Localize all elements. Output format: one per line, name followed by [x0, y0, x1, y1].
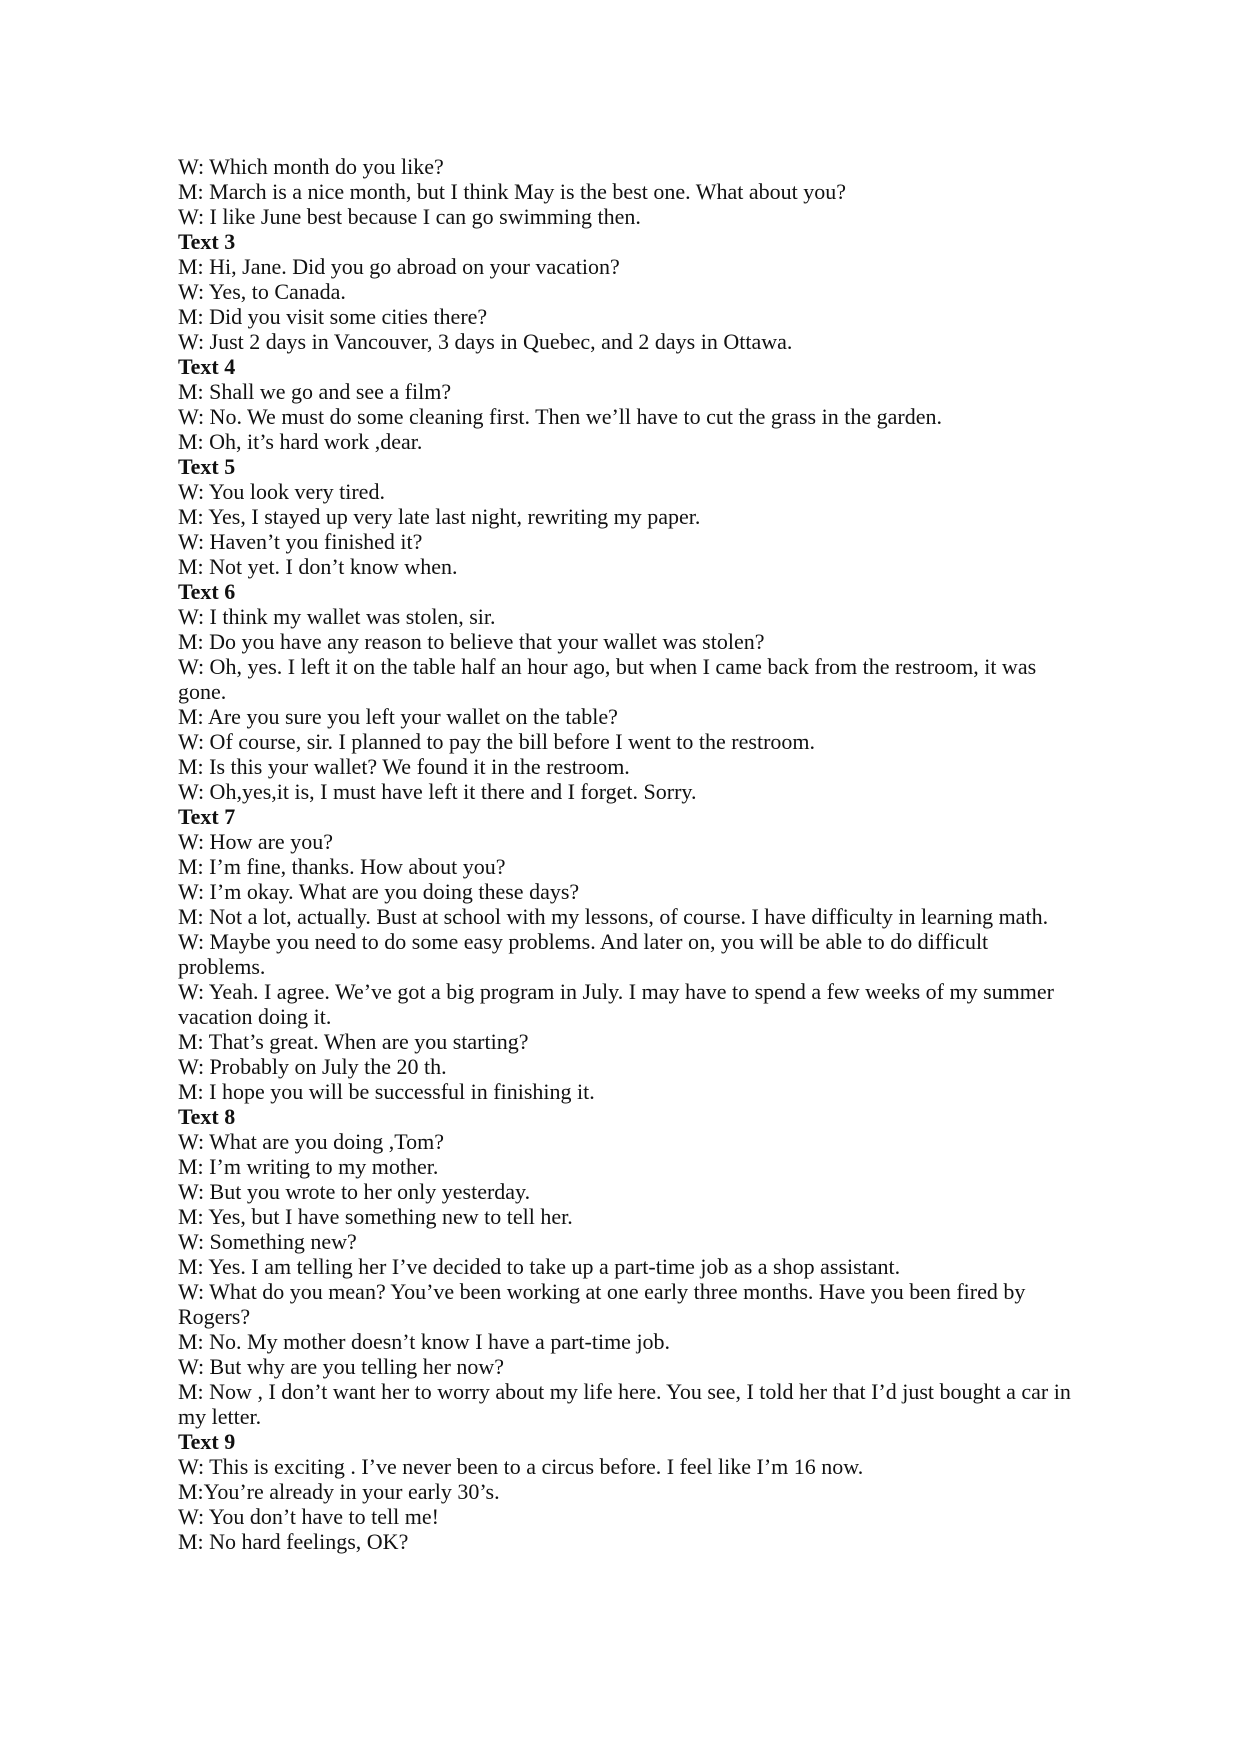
dialogue-line: M: I’m writing to my mother.	[178, 1154, 439, 1179]
dialogue-line: W: You look very tired.	[178, 479, 385, 504]
dialogue-line: M: No hard feelings, OK?	[178, 1529, 409, 1554]
dialogue-line: W: You don’t have to tell me!	[178, 1504, 439, 1529]
dialogue-line: M: Did you visit some cities there?	[178, 304, 488, 329]
dialogue-line: W: Something new?	[178, 1229, 357, 1254]
dialogue-line: W: But why are you telling her now?	[178, 1354, 505, 1379]
document-page	[178, 154, 1078, 1554]
dialogue-line: M: No. My mother doesn’t know I have a part-time job.	[178, 1329, 671, 1354]
dialogue-line: M: Do you have any reason to believe that your wallet was stolen?	[178, 629, 765, 654]
dialogue-line: W: Probably on July the 20 th.	[178, 1054, 447, 1079]
section-heading: Text 9	[178, 1429, 236, 1454]
section-heading: Text 4	[178, 354, 236, 379]
dialogue-line: M: Is this your wallet? We found it in the restroom.	[178, 754, 630, 779]
dialogue-line: M: That’s great. When are you starting?	[178, 1029, 529, 1054]
dialogue-line: W: I think my wallet was stolen, sir.	[178, 604, 496, 629]
dialogue-line: W: What do you mean? You’ve been working at one early three months. Have you been fired by Rogers?	[178, 1279, 1026, 1329]
dialogue-line: W: This is exciting . I’ve never been to a circus before. I feel like I’m 16 now.	[178, 1454, 864, 1479]
dialogue-line: M: Are you sure you left your wallet on the table?	[178, 704, 618, 729]
dialogue-line: M:You’re already in your early 30’s.	[178, 1479, 500, 1504]
dialogue-line: M: March is a nice month, but I think May is the best one. What about you?	[178, 179, 847, 204]
dialogue-line: W: Maybe you need to do some easy problems. And later on, you will be able to do difficult problems.	[178, 929, 989, 979]
dialogue-line: M: Now , I don’t want her to worry about my life here. You see, I told her that I’d just bought a car in my letter.	[178, 1379, 1071, 1429]
dialogue-line: M: Hi, Jane. Did you go abroad on your vacation?	[178, 254, 620, 279]
dialogue-line: M: Not yet. I don’t know when.	[178, 554, 458, 579]
dialogue-line: M: I’m fine, thanks. How about you?	[178, 854, 506, 879]
section-heading: Text 7	[178, 804, 236, 829]
dialogue-line: M: Not a lot, actually. Bust at school with my lessons, of course. I have difficulty in learning math.	[178, 904, 1049, 929]
dialogue-line: W: Yes, to Canada.	[178, 279, 346, 304]
dialogue-line: M: Oh, it’s hard work ,dear.	[178, 429, 423, 454]
dialogue-line: M: Yes, I stayed up very late last night, rewriting my paper.	[178, 504, 701, 529]
section-heading: Text 8	[178, 1104, 236, 1129]
section-heading: Text 6	[178, 579, 236, 604]
dialogue-line: W: I like June best because I can go swimming then.	[178, 204, 641, 229]
dialogue-line: M: Yes, but I have something new to tell her.	[178, 1204, 573, 1229]
dialogue-line: M: I hope you will be successful in finishing it.	[178, 1079, 595, 1104]
dialogue-line: W: Just 2 days in Vancouver, 3 days in Quebec, and 2 days in Ottawa.	[178, 329, 793, 354]
dialogue-line: W: Which month do you like?	[178, 154, 444, 179]
dialogue-line: W: No. We must do some cleaning first. Then we’ll have to cut the grass in the garden.	[178, 404, 942, 429]
dialogue-line: W: But you wrote to her only yesterday.	[178, 1179, 531, 1204]
dialogue-line: W: Of course, sir. I planned to pay the bill before I went to the restroom.	[178, 729, 816, 754]
dialogue-line: W: Yeah. I agree. We’ve got a big program in July. I may have to spend a few weeks of my summer vacation doing it.	[178, 979, 1054, 1029]
dialogue-line: M: Yes. I am telling her I’ve decided to take up a part-time job as a shop assistant.	[178, 1254, 901, 1279]
dialogue-line: W: I’m okay. What are you doing these days?	[178, 879, 580, 904]
dialogue-line: W: How are you?	[178, 829, 333, 854]
section-heading: Text 3	[178, 229, 236, 254]
dialogue-line: W: What are you doing ,Tom?	[178, 1129, 445, 1154]
dialogue-line: W: Haven’t you finished it?	[178, 529, 423, 554]
dialogue-line: W: Oh,yes,it is, I must have left it there and I forget. Sorry.	[178, 779, 697, 804]
dialogue-line: M: Shall we go and see a film?	[178, 379, 452, 404]
section-heading: Text 5	[178, 454, 236, 479]
dialogue-line: W: Oh, yes. I left it on the table half an hour ago, but when I came back from the restroom, it was gone.	[178, 654, 1037, 704]
